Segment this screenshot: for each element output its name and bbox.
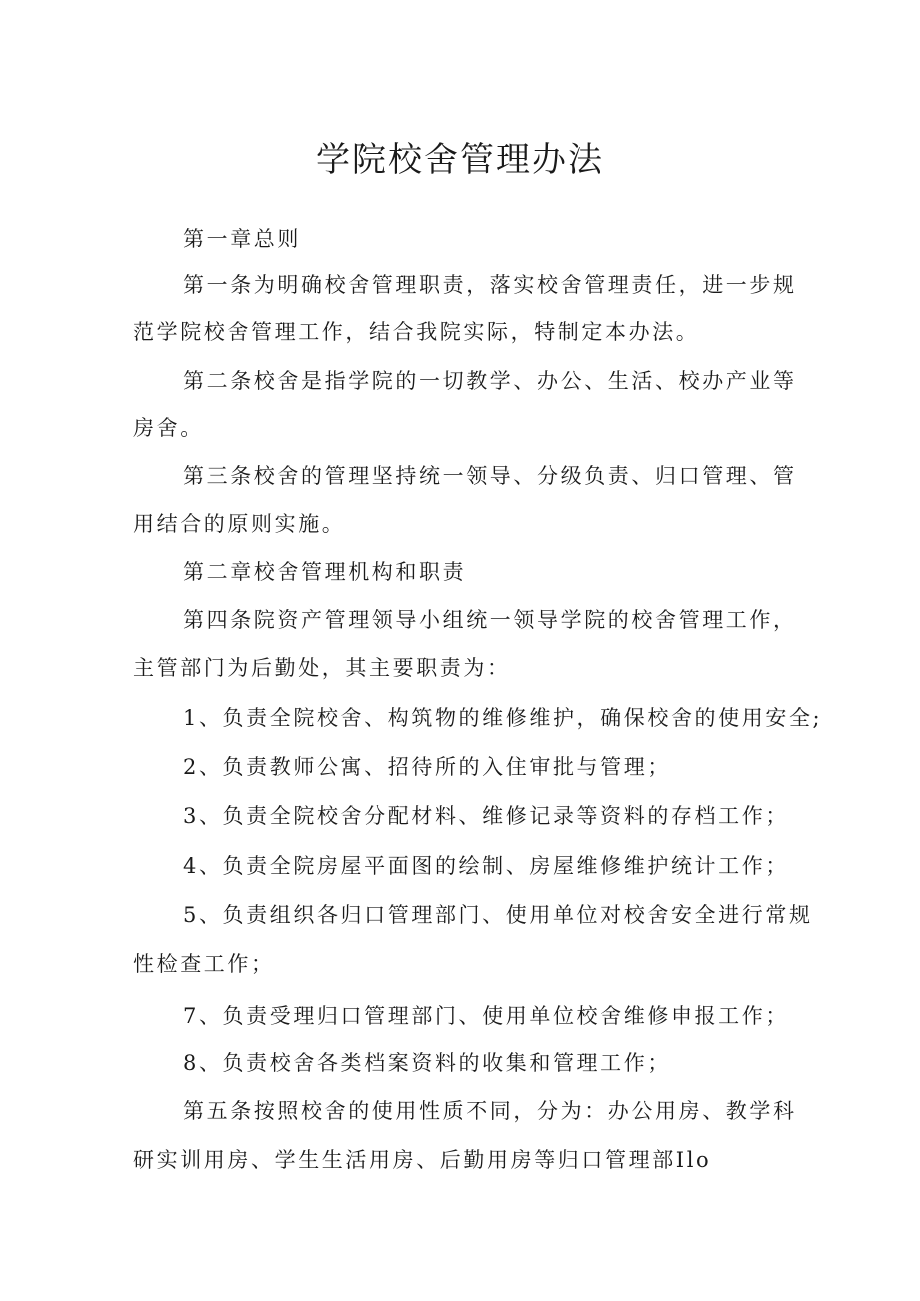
article-4-line-2: 主管部门为后勤处，其主要职责为： [133, 656, 511, 680]
article-2-line-2: 房舍。 [133, 416, 204, 440]
duty-item-8: 8、负责校舍各类档案资料的收集和管理工作； [183, 1051, 671, 1075]
article-3-line-2: 用结合的原则实施。 [133, 512, 346, 536]
chapter-2-heading: 第二章校舍管理机构和职责 [183, 560, 467, 584]
article-5-line-2: 研实训用房、学生生活用房、后勤用房等归口管理部Ilo [133, 1148, 712, 1172]
duty-item-5-line-2: 性检查工作； [133, 952, 275, 976]
duty-item-7: 7、负责受理归口管理部门、使用单位校舍维修申报工作； [183, 1004, 789, 1028]
article-4-line-1: 第四条院资产管理领导小组统一领导学院的校舍管理工作， [183, 608, 797, 632]
article-1-line-2: 范学院校舍管理工作，结合我院实际，特制定本办法。 [133, 320, 700, 344]
article-5-line-1: 第五条按照校舍的使用性质不同，分为：办公用房、教学科 [183, 1099, 797, 1123]
chapter-1-heading: 第一章总则 [183, 227, 301, 251]
duty-item-1: 1、负责全院校舍、构筑物的维修维护，确保校舍的使用安全; [183, 706, 823, 730]
article-3-line-1: 第三条校舍的管理坚持统一领导、分级负责、归口管理、管 [183, 464, 797, 488]
document-title: 学院校舍管理办法 [316, 140, 604, 180]
duty-item-5-line-1: 5、负责组织各归口管理部门、使用单位对校舍安全进行常规 [183, 903, 813, 927]
article-1-line-1: 第一条为明确校舍管理职责，落实校舍管理责任，进一步规 [183, 273, 797, 297]
duty-item-3: 3、负责全院校舍分配材料、维修记录等资料的存档工作； [183, 804, 789, 828]
duty-item-2: 2、负责教师公寓、招待所的入住审批与管理； [183, 755, 671, 779]
article-2-line-1: 第二条校舍是指学院的一切教学、办公、生活、校办产业等 [183, 369, 797, 393]
duty-item-4: 4、负责全院房屋平面图的绘制、房屋维修维护统计工作； [183, 854, 789, 878]
